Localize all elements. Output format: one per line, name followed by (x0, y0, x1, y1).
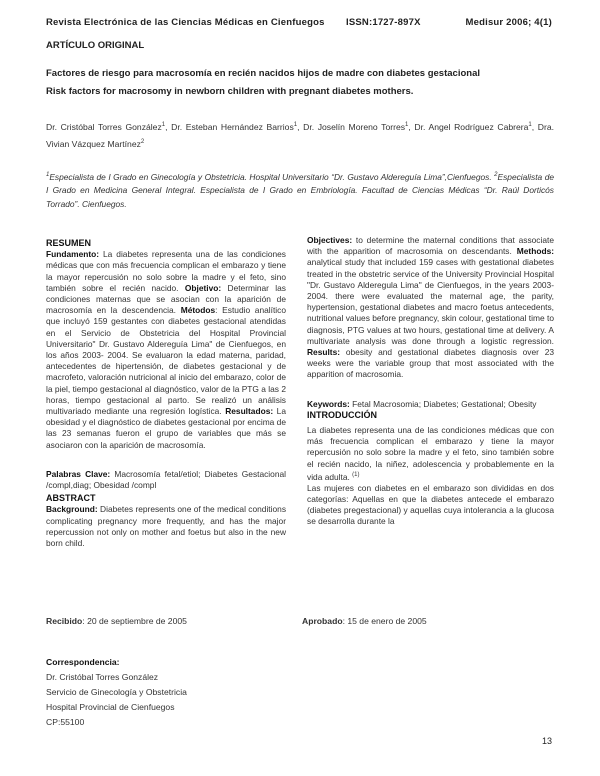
intro-paragraph-1: La diabetes representa una de las condiciones médicas que con más frecuencia complican el embarazo y tiene la mayor repercusión no solo sobre la madre y el feto, sino también sobre el recién nacido, la niñez, adolescencia y probablemente en la vida adulta. $^{(1)}$ (307, 425, 554, 482)
correspondence-heading: Correspondencia: (46, 657, 120, 667)
journal-name: Revista Electrónica de las Ciencias Médicas en Cienfuegos (46, 17, 325, 28)
title-spanish: Factores de riesgo para macrosomía en recién nacidos hijos de madre con diabetes gestacional (46, 68, 480, 79)
intro-heading: INTRODUCCIÓN (307, 409, 377, 420)
palabras-clave: Palabras Clave: Macrosomía fetal/etiol; Diabetes Gestacional /compl,diag; Obesidad /compl (46, 468, 286, 491)
correspondence-line: CP:55100 (46, 717, 85, 727)
author: Dra. Vivian Vázquez Martínez (46, 121, 555, 149)
affiliations: $^1$Especialista de I Grado en Ginecología y Obstetricia. Hospital Universitario “Dr. Gustavo Aldereguía Lima”,Cienfuegos. $^2$Especialista de I Grado en Medicina General Integral. Especialista de I Grado en Embriología. Facultad de Ciencias Médicas “Dr. Raúl Dorticós Torrado”. Cienfuegos. (46, 171, 555, 209)
intro-paragraph-2: Las mujeres con diabetes en el embarazo son divididas en dos categorías: Aquellas en que la diabetes antecede el embarazo (diabetes pregestacional) y aquellas cuya intolerancia a la glucosa se desarrolla durante la (307, 482, 554, 527)
section-label: ARTÍCULO ORIGINAL (46, 40, 145, 51)
correspondence-line: Hospital Provincial de Cienfuegos (46, 702, 175, 712)
right-column (307, 235, 554, 528)
affiliation-2: Especialista de I Grado en Medicina General Integral. Especialista de I Grado en Embriología. Facultad de Ciencias Médicas “Dr. Raúl Dorticós Torrado”. Cienfuegos. (46, 171, 555, 209)
abstract-background: Background: Diabetes represents one of the medical conditions complicating pregnancy more frequently, and has the major repercussion not only on mother and foetus but also in the new born child. (46, 504, 287, 549)
approved-date: Aprobado: 15 de enero de 2005 (302, 616, 427, 626)
abstract-heading: ABSTRACT (46, 493, 96, 504)
keywords: Keywords: Fetal Macrosomia; Diabetes; Gestational; Obesity (307, 398, 537, 409)
title-english: Risk factors for macrosomy in newborn children with pregnant diabetes mothers. (46, 86, 414, 97)
authors: Dr. Cristóbal Torres González$^1$, Dr. Esteban Hernández Barrios$^1$, Dr. Joselín Moreno Torres$^1$, Dr. Angel Rodríguez Cabrera$^1$, Dra. Vivian Vázquez Martínez$^2$ (46, 121, 555, 149)
issn: ISSN:1727-897X (346, 17, 421, 28)
author: Dr. Esteban Hernández Barrios (171, 121, 294, 132)
affiliation-1: Especialista de I Grado en Ginecología y Obstetricia. Hospital Universitario “Dr. Gustavo Aldereguía Lima”,Cienfuegos. (49, 171, 492, 182)
issue: Medisur 2006; 4(1) (465, 17, 552, 28)
correspondence-line: Dr. Cristóbal Torres González (46, 672, 159, 682)
correspondence-line: Servicio de Ginecología y Obstetricia (46, 687, 187, 697)
author: Dr. Angel Rodríguez Cabrera (414, 121, 529, 132)
received-date: Recibido: 20 de septiembre de 2005 (46, 616, 187, 626)
left-column (46, 238, 286, 549)
resumen-heading: RESUMEN (46, 238, 92, 248)
correspondence (46, 655, 187, 730)
author: Dr. Cristóbal Torres González (46, 121, 162, 132)
resumen-text: Fundamento: La diabetes representa una de las condiciones médicas que con más frecuencia complican el embarazo y tiene la mayor repercusión no solo sobre la madre y el feto, sino también sobre el recién nacido. Objetivo: Determinar las condiciones maternas que se asocian con la aparición de macrosomía en la descendencia. Métodos: Estudio analítico que incluyó 159 gestantes con diabetes gestacional atendidas en el Servicio de Obstetricia del Hospital Provincial Universitario" Dr. Gustavo Aldereguía Lima" de Cienfuegos, en los años 2003- 2004. Se evaluaron la edad materna, paridad, antecedentes de hipertensión, de diabetes gestacional y de macrofeto, valoración nutricional al inicio del embarazo, color de la piel, tiempo gestacional al diagnóstico, valor de la PTG a las 2 horas, tiempo gestacional al parto. Se realizó un análisis multivariado mediante una regresión logística. Resultados: La obesidad y el diagnóstico de diabetes gestacional por encima de las 23 semanas fueron el grupo de variables que más se asociaron con la aparición de macrosomía. (46, 249, 287, 450)
author: Dr. Joselín Moreno Torres (303, 121, 406, 132)
abstract-continued: Objectives: to determine the maternal conditions that associate with the apparition of macrosomia on descendants. Methods: analytical study that included 159 cases with gestational diabetes treated in the obstetric service of the University Provincial Hospital "Dr. Gustavo Alderegula Lima" de Cienfuegos, in the years 2003-2004. there were evaluated the maternal age, the parity, hypertension, gestational diabetes and macro foetus antecedents, nutritional values before pregnancy, skin colour, gestational time to diagnosis, PTG values at two hours, gestational time at delivery. A multivariate analysis was done through a logistic regression. Results: obesity and gestational diabetes diagnosis over 23 weeks were the variable group that most associated with the apparition of macrosomia. (307, 235, 555, 380)
page-number: 13 (541, 736, 552, 746)
